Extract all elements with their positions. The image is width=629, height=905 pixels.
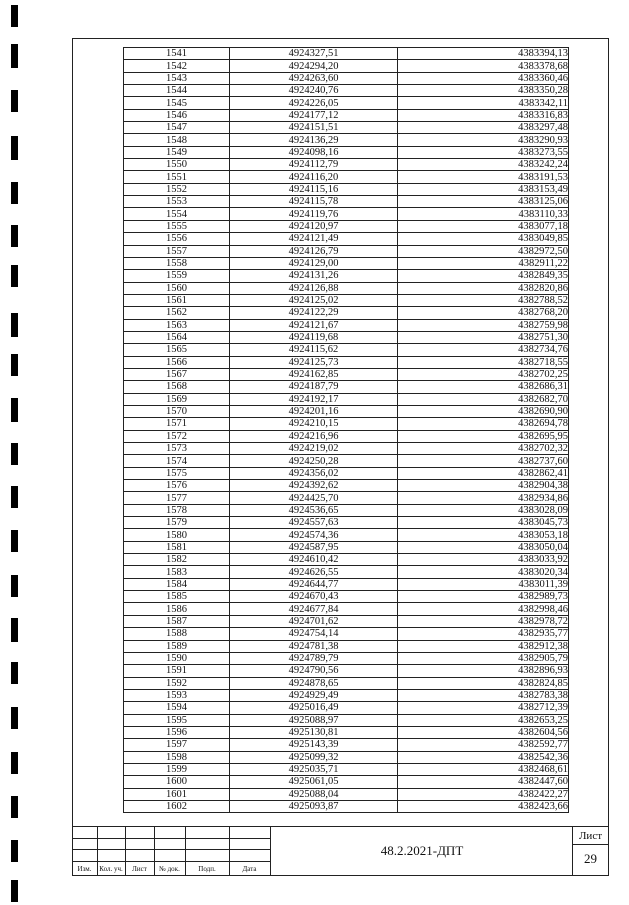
table-row bbox=[124, 319, 569, 331]
x-coordinate-cell: 4925099,32 bbox=[230, 751, 398, 763]
y-coordinate-cell: 4383125,06 bbox=[398, 196, 569, 208]
x-coordinate-cell: 4924327,51 bbox=[230, 48, 398, 60]
x-coordinate-cell: 4924162,85 bbox=[230, 368, 398, 380]
y-coordinate-cell: 4383316,83 bbox=[398, 109, 569, 121]
table-row bbox=[124, 418, 569, 430]
x-coordinate-cell: 4925088,04 bbox=[230, 788, 398, 800]
binder-mark bbox=[11, 44, 18, 68]
point-number-cell: 1547 bbox=[124, 122, 230, 134]
table-row bbox=[124, 702, 569, 714]
y-coordinate-cell: 4382768,20 bbox=[398, 307, 569, 319]
y-coordinate-cell: 4383033,92 bbox=[398, 554, 569, 566]
table-row bbox=[124, 233, 569, 245]
point-number-cell: 1559 bbox=[124, 270, 230, 282]
point-number-cell: 1553 bbox=[124, 196, 230, 208]
x-coordinate-cell: 4924115,16 bbox=[230, 183, 398, 195]
binder-mark bbox=[11, 136, 18, 160]
x-coordinate-cell: 4924781,38 bbox=[230, 640, 398, 652]
x-coordinate-cell: 4924119,76 bbox=[230, 208, 398, 220]
point-number-cell: 1602 bbox=[124, 800, 230, 812]
x-coordinate-cell: 4924119,68 bbox=[230, 331, 398, 343]
point-number-cell: 1584 bbox=[124, 578, 230, 590]
y-coordinate-cell: 4382783,38 bbox=[398, 689, 569, 701]
sheet-number: 29 bbox=[584, 851, 597, 866]
binder-mark bbox=[11, 486, 18, 508]
x-coordinate-cell: 4924536,65 bbox=[230, 504, 398, 516]
x-coordinate-cell: 4924587,95 bbox=[230, 541, 398, 553]
x-coordinate-cell: 4924151,51 bbox=[230, 122, 398, 134]
table-row bbox=[124, 183, 569, 195]
y-coordinate-cell: 4382702,32 bbox=[398, 443, 569, 455]
x-coordinate-cell: 4924126,88 bbox=[230, 282, 398, 294]
y-coordinate-cell: 4382712,39 bbox=[398, 702, 569, 714]
y-coordinate-cell: 4383028,09 bbox=[398, 504, 569, 516]
point-number-cell: 1544 bbox=[124, 85, 230, 97]
table-row bbox=[124, 393, 569, 405]
y-coordinate-cell: 4383242,24 bbox=[398, 159, 569, 171]
table-row bbox=[124, 640, 569, 652]
y-coordinate-cell: 4383297,48 bbox=[398, 122, 569, 134]
y-coordinate-cell: 4383191,53 bbox=[398, 171, 569, 183]
x-coordinate-cell: 4924789,79 bbox=[230, 652, 398, 664]
point-number-cell: 1599 bbox=[124, 763, 230, 775]
table-row bbox=[124, 541, 569, 553]
table-row bbox=[124, 800, 569, 812]
y-coordinate-cell: 4383050,04 bbox=[398, 541, 569, 553]
y-coordinate-cell: 4382702,25 bbox=[398, 368, 569, 380]
point-number-cell: 1564 bbox=[124, 331, 230, 343]
x-coordinate-cell: 4924263,60 bbox=[230, 72, 398, 84]
point-number-cell: 1549 bbox=[124, 146, 230, 158]
point-number-cell: 1583 bbox=[124, 566, 230, 578]
point-number-cell: 1592 bbox=[124, 677, 230, 689]
x-coordinate-cell: 4924670,43 bbox=[230, 591, 398, 603]
binder-mark bbox=[11, 313, 18, 337]
x-coordinate-cell: 4924754,14 bbox=[230, 628, 398, 640]
point-number-cell: 1567 bbox=[124, 368, 230, 380]
y-coordinate-cell: 4382423,66 bbox=[398, 800, 569, 812]
label-data: Дата bbox=[242, 865, 257, 873]
point-number-cell: 1581 bbox=[124, 541, 230, 553]
point-number-cell: 1548 bbox=[124, 134, 230, 146]
x-coordinate-cell: 4924294,20 bbox=[230, 60, 398, 72]
table-row bbox=[124, 615, 569, 627]
table-row bbox=[124, 480, 569, 492]
binder-mark bbox=[11, 530, 18, 552]
table-row bbox=[124, 72, 569, 84]
x-coordinate-cell: 4924112,79 bbox=[230, 159, 398, 171]
point-number-cell: 1570 bbox=[124, 405, 230, 417]
y-coordinate-cell: 4382542,36 bbox=[398, 751, 569, 763]
x-coordinate-cell: 4924240,76 bbox=[230, 85, 398, 97]
x-coordinate-cell: 4924626,55 bbox=[230, 566, 398, 578]
x-coordinate-cell: 4924356,02 bbox=[230, 467, 398, 479]
table-row bbox=[124, 282, 569, 294]
point-number-cell: 1546 bbox=[124, 109, 230, 121]
x-coordinate-cell: 4924644,77 bbox=[230, 578, 398, 590]
table-row bbox=[124, 652, 569, 664]
table-row bbox=[124, 109, 569, 121]
y-coordinate-cell: 4382695,95 bbox=[398, 430, 569, 442]
point-number-cell: 1542 bbox=[124, 60, 230, 72]
table-row bbox=[124, 628, 569, 640]
table-row bbox=[124, 146, 569, 158]
table-row bbox=[124, 381, 569, 393]
y-coordinate-cell: 4382690,90 bbox=[398, 405, 569, 417]
y-coordinate-cell: 4383045,73 bbox=[398, 517, 569, 529]
point-number-cell: 1573 bbox=[124, 443, 230, 455]
x-coordinate-cell: 4925035,71 bbox=[230, 763, 398, 775]
table-row bbox=[124, 529, 569, 541]
point-number-cell: 1563 bbox=[124, 319, 230, 331]
binder-mark bbox=[11, 5, 18, 27]
y-coordinate-cell: 4382686,31 bbox=[398, 381, 569, 393]
table-row bbox=[124, 665, 569, 677]
point-number-cell: 1591 bbox=[124, 665, 230, 677]
table-row bbox=[124, 517, 569, 529]
x-coordinate-cell: 4924210,15 bbox=[230, 418, 398, 430]
table-row bbox=[124, 591, 569, 603]
point-number-cell: 1600 bbox=[124, 776, 230, 788]
point-number-cell: 1589 bbox=[124, 640, 230, 652]
x-coordinate-cell: 4924116,20 bbox=[230, 171, 398, 183]
table-row bbox=[124, 60, 569, 72]
table-row bbox=[124, 554, 569, 566]
y-coordinate-cell: 4383342,11 bbox=[398, 97, 569, 109]
y-coordinate-cell: 4382912,38 bbox=[398, 640, 569, 652]
point-number-cell: 1569 bbox=[124, 393, 230, 405]
binder-mark bbox=[11, 398, 18, 422]
table-row bbox=[124, 245, 569, 257]
point-number-cell: 1568 bbox=[124, 381, 230, 393]
y-coordinate-cell: 4382759,98 bbox=[398, 319, 569, 331]
point-number-cell: 1551 bbox=[124, 171, 230, 183]
point-number-cell: 1543 bbox=[124, 72, 230, 84]
binder-mark bbox=[11, 225, 18, 247]
y-coordinate-cell: 4382751,30 bbox=[398, 331, 569, 343]
point-number-cell: 1571 bbox=[124, 418, 230, 430]
label-izm: Изм. bbox=[77, 865, 92, 873]
binder-mark bbox=[11, 354, 18, 376]
point-number-cell: 1557 bbox=[124, 245, 230, 257]
coordinates-table bbox=[123, 47, 569, 813]
label-kol-uch: Кол. уч. bbox=[99, 865, 123, 873]
table-row bbox=[124, 294, 569, 306]
table-row bbox=[124, 85, 569, 97]
point-number-cell: 1593 bbox=[124, 689, 230, 701]
point-number-cell: 1550 bbox=[124, 159, 230, 171]
table-row bbox=[124, 307, 569, 319]
table-row bbox=[124, 331, 569, 343]
binder-mark bbox=[11, 265, 18, 287]
y-coordinate-cell: 4382896,93 bbox=[398, 665, 569, 677]
x-coordinate-cell: 4924187,79 bbox=[230, 381, 398, 393]
point-number-cell: 1562 bbox=[124, 307, 230, 319]
point-number-cell: 1587 bbox=[124, 615, 230, 627]
point-number-cell: 1576 bbox=[124, 480, 230, 492]
x-coordinate-cell: 4924136,29 bbox=[230, 134, 398, 146]
table-row bbox=[124, 455, 569, 467]
y-coordinate-cell: 4383020,34 bbox=[398, 566, 569, 578]
point-number-cell: 1575 bbox=[124, 467, 230, 479]
y-coordinate-cell: 4383394,13 bbox=[398, 48, 569, 60]
x-coordinate-cell: 4924574,36 bbox=[230, 529, 398, 541]
y-coordinate-cell: 4382694,78 bbox=[398, 418, 569, 430]
table-row bbox=[124, 763, 569, 775]
x-coordinate-cell: 4924121,49 bbox=[230, 233, 398, 245]
binder-mark bbox=[11, 752, 18, 774]
x-coordinate-cell: 4924425,70 bbox=[230, 492, 398, 504]
x-coordinate-cell: 4924131,26 bbox=[230, 270, 398, 282]
table-row bbox=[124, 430, 569, 442]
table-row bbox=[124, 257, 569, 269]
binder-mark bbox=[11, 796, 18, 818]
x-coordinate-cell: 4925093,87 bbox=[230, 800, 398, 812]
binder-mark bbox=[11, 840, 18, 862]
table-row bbox=[124, 603, 569, 615]
table-row bbox=[124, 788, 569, 800]
y-coordinate-cell: 4383110,33 bbox=[398, 208, 569, 220]
x-coordinate-cell: 4924610,42 bbox=[230, 554, 398, 566]
x-coordinate-cell: 4924557,63 bbox=[230, 517, 398, 529]
coordinates-table-body bbox=[124, 48, 569, 813]
y-coordinate-cell: 4382718,55 bbox=[398, 356, 569, 368]
point-number-cell: 1582 bbox=[124, 554, 230, 566]
y-coordinate-cell: 4382682,70 bbox=[398, 393, 569, 405]
point-number-cell: 1601 bbox=[124, 788, 230, 800]
y-coordinate-cell: 4383273,55 bbox=[398, 146, 569, 158]
x-coordinate-cell: 4924392,62 bbox=[230, 480, 398, 492]
y-coordinate-cell: 4383153,49 bbox=[398, 183, 569, 195]
x-coordinate-cell: 4924790,56 bbox=[230, 665, 398, 677]
table-row bbox=[124, 208, 569, 220]
y-coordinate-cell: 4382849,35 bbox=[398, 270, 569, 282]
y-coordinate-cell: 4382905,79 bbox=[398, 652, 569, 664]
y-coordinate-cell: 4382989,73 bbox=[398, 591, 569, 603]
x-coordinate-cell: 4925088,97 bbox=[230, 714, 398, 726]
table-row bbox=[124, 220, 569, 232]
point-number-cell: 1577 bbox=[124, 492, 230, 504]
y-coordinate-cell: 4382934,86 bbox=[398, 492, 569, 504]
table-row bbox=[124, 122, 569, 134]
y-coordinate-cell: 4382653,25 bbox=[398, 714, 569, 726]
point-number-cell: 1598 bbox=[124, 751, 230, 763]
binder-mark bbox=[11, 443, 18, 465]
y-coordinate-cell: 4383378,68 bbox=[398, 60, 569, 72]
document-code: 48.2.2021-ДПТ bbox=[380, 843, 464, 858]
y-coordinate-cell: 4382734,76 bbox=[398, 344, 569, 356]
table-row bbox=[124, 504, 569, 516]
x-coordinate-cell: 4924226,05 bbox=[230, 97, 398, 109]
point-number-cell: 1556 bbox=[124, 233, 230, 245]
table-row bbox=[124, 467, 569, 479]
table-row bbox=[124, 368, 569, 380]
y-coordinate-cell: 4382998,46 bbox=[398, 603, 569, 615]
table-row bbox=[124, 776, 569, 788]
point-number-cell: 1585 bbox=[124, 591, 230, 603]
table-row bbox=[124, 578, 569, 590]
point-number-cell: 1552 bbox=[124, 183, 230, 195]
point-number-cell: 1561 bbox=[124, 294, 230, 306]
point-number-cell: 1596 bbox=[124, 726, 230, 738]
point-number-cell: 1554 bbox=[124, 208, 230, 220]
label-n-dok: № док. bbox=[159, 865, 180, 873]
y-coordinate-cell: 4383053,18 bbox=[398, 529, 569, 541]
point-number-cell: 1597 bbox=[124, 739, 230, 751]
point-number-cell: 1578 bbox=[124, 504, 230, 516]
y-coordinate-cell: 4382904,38 bbox=[398, 480, 569, 492]
table-row bbox=[124, 405, 569, 417]
x-coordinate-cell: 4925143,39 bbox=[230, 739, 398, 751]
point-number-cell: 1572 bbox=[124, 430, 230, 442]
table-row bbox=[124, 48, 569, 60]
binder-mark bbox=[11, 90, 18, 112]
x-coordinate-cell: 4924126,79 bbox=[230, 245, 398, 257]
y-coordinate-cell: 4382788,52 bbox=[398, 294, 569, 306]
y-coordinate-cell: 4383290,93 bbox=[398, 134, 569, 146]
table-row bbox=[124, 344, 569, 356]
point-number-cell: 1566 bbox=[124, 356, 230, 368]
x-coordinate-cell: 4924701,62 bbox=[230, 615, 398, 627]
x-coordinate-cell: 4924129,00 bbox=[230, 257, 398, 269]
x-coordinate-cell: 4924201,16 bbox=[230, 405, 398, 417]
point-number-cell: 1558 bbox=[124, 257, 230, 269]
point-number-cell: 1574 bbox=[124, 455, 230, 467]
y-coordinate-cell: 4382824,85 bbox=[398, 677, 569, 689]
table-row bbox=[124, 751, 569, 763]
y-coordinate-cell: 4383077,18 bbox=[398, 220, 569, 232]
binder-mark bbox=[11, 575, 18, 597]
y-coordinate-cell: 4382737,60 bbox=[398, 455, 569, 467]
y-coordinate-cell: 4382862,41 bbox=[398, 467, 569, 479]
x-coordinate-cell: 4924216,96 bbox=[230, 430, 398, 442]
x-coordinate-cell: 4924122,29 bbox=[230, 307, 398, 319]
y-coordinate-cell: 4382972,50 bbox=[398, 245, 569, 257]
point-number-cell: 1595 bbox=[124, 714, 230, 726]
sheet-label: Лист bbox=[578, 830, 603, 842]
binder-mark bbox=[11, 618, 18, 642]
y-coordinate-cell: 4383011,39 bbox=[398, 578, 569, 590]
table-row bbox=[124, 97, 569, 109]
y-coordinate-cell: 4382911,22 bbox=[398, 257, 569, 269]
binder-mark bbox=[11, 182, 18, 204]
point-number-cell: 1560 bbox=[124, 282, 230, 294]
x-coordinate-cell: 4925130,81 bbox=[230, 726, 398, 738]
y-coordinate-cell: 4382935,77 bbox=[398, 628, 569, 640]
point-number-cell: 1545 bbox=[124, 97, 230, 109]
point-number-cell: 1586 bbox=[124, 603, 230, 615]
table-row bbox=[124, 714, 569, 726]
y-coordinate-cell: 4382447,60 bbox=[398, 776, 569, 788]
table-row bbox=[124, 677, 569, 689]
table-row bbox=[124, 492, 569, 504]
label-list: Лист bbox=[132, 865, 147, 873]
y-coordinate-cell: 4382422,27 bbox=[398, 788, 569, 800]
point-number-cell: 1555 bbox=[124, 220, 230, 232]
binder-mark bbox=[11, 662, 18, 684]
x-coordinate-cell: 4924125,73 bbox=[230, 356, 398, 368]
table-row bbox=[124, 171, 569, 183]
table-row bbox=[124, 443, 569, 455]
point-number-cell: 1594 bbox=[124, 702, 230, 714]
point-number-cell: 1565 bbox=[124, 344, 230, 356]
x-coordinate-cell: 4924878,65 bbox=[230, 677, 398, 689]
y-coordinate-cell: 4382820,86 bbox=[398, 282, 569, 294]
binder-mark bbox=[11, 707, 18, 729]
table-row bbox=[124, 689, 569, 701]
x-coordinate-cell: 4925016,49 bbox=[230, 702, 398, 714]
y-coordinate-cell: 4382978,72 bbox=[398, 615, 569, 627]
table-row bbox=[124, 159, 569, 171]
y-coordinate-cell: 4383360,46 bbox=[398, 72, 569, 84]
x-coordinate-cell: 4924125,02 bbox=[230, 294, 398, 306]
x-coordinate-cell: 4924098,16 bbox=[230, 146, 398, 158]
table-row bbox=[124, 196, 569, 208]
y-coordinate-cell: 4383350,28 bbox=[398, 85, 569, 97]
y-coordinate-cell: 4383049,85 bbox=[398, 233, 569, 245]
x-coordinate-cell: 4924115,62 bbox=[230, 344, 398, 356]
point-number-cell: 1541 bbox=[124, 48, 230, 60]
label-podp: Подп. bbox=[198, 865, 216, 873]
point-number-cell: 1590 bbox=[124, 652, 230, 664]
x-coordinate-cell: 4924177,12 bbox=[230, 109, 398, 121]
table-row bbox=[124, 270, 569, 282]
table-row bbox=[124, 726, 569, 738]
x-coordinate-cell: 4924121,67 bbox=[230, 319, 398, 331]
table-row bbox=[124, 356, 569, 368]
binder-mark bbox=[11, 880, 18, 902]
x-coordinate-cell: 4924219,02 bbox=[230, 443, 398, 455]
point-number-cell: 1580 bbox=[124, 529, 230, 541]
x-coordinate-cell: 4925061,05 bbox=[230, 776, 398, 788]
point-number-cell: 1579 bbox=[124, 517, 230, 529]
x-coordinate-cell: 4924120,97 bbox=[230, 220, 398, 232]
x-coordinate-cell: 4924250,28 bbox=[230, 455, 398, 467]
y-coordinate-cell: 4382604,56 bbox=[398, 726, 569, 738]
table-row bbox=[124, 134, 569, 146]
point-number-cell: 1588 bbox=[124, 628, 230, 640]
x-coordinate-cell: 4924115,78 bbox=[230, 196, 398, 208]
title-block bbox=[72, 826, 609, 876]
y-coordinate-cell: 4382468,61 bbox=[398, 763, 569, 775]
table-row bbox=[124, 739, 569, 751]
x-coordinate-cell: 4924929,49 bbox=[230, 689, 398, 701]
y-coordinate-cell: 4382592,77 bbox=[398, 739, 569, 751]
table-row bbox=[124, 566, 569, 578]
x-coordinate-cell: 4924677,84 bbox=[230, 603, 398, 615]
x-coordinate-cell: 4924192,17 bbox=[230, 393, 398, 405]
